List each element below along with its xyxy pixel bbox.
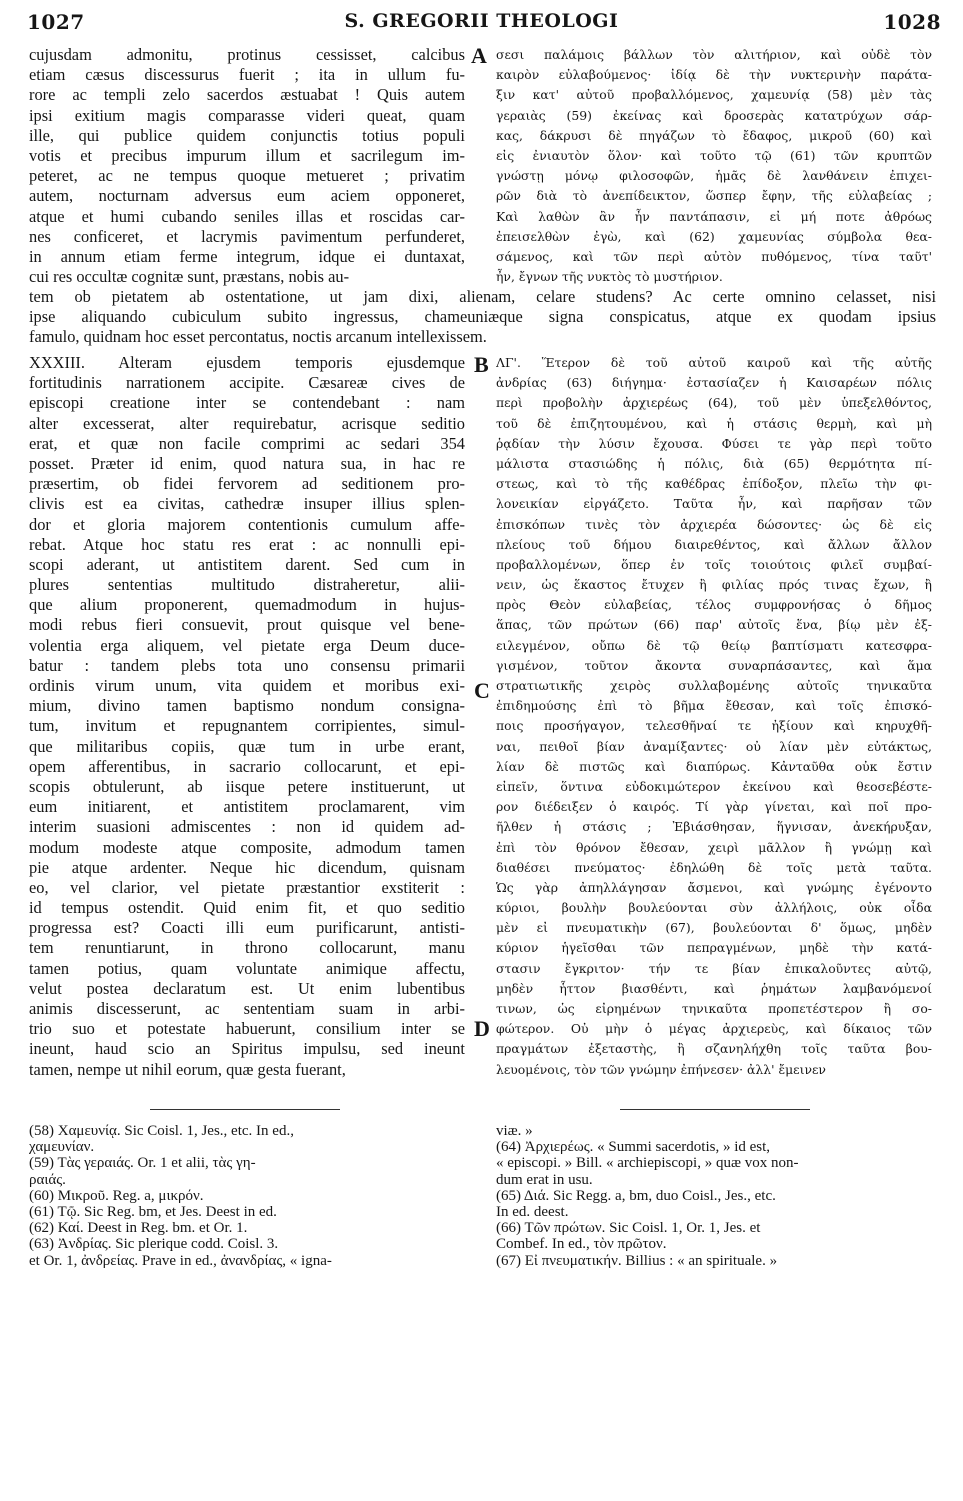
text-line: scopi aderant, ut antistitem darent. Sed cum in <box>29 554 465 574</box>
text-line: volentia erga aliquem, vel pietate erga Deum duce- <box>29 635 465 655</box>
text-line: τοῦ δὲ ἐπιζητουμένου, καὶ ἡ στάσις θερμὴ, καὶ μὴ <box>496 415 932 431</box>
text-line: pie atque ardenter. Neque hic dicendum, quisnam <box>29 857 465 877</box>
text-line: Combef. In ed., τὸν πρῶτον. <box>496 1236 667 1253</box>
latin-column-top <box>29 45 465 287</box>
text-line: dor et gloria majorem contentionis cumulum affe- <box>29 514 465 534</box>
page-number-right: 1028 <box>883 10 941 34</box>
text-line: modum modeste atque composite, admodum tamen <box>29 837 465 857</box>
text-line: animis discesserunt, ac sententiam suam in arbi- <box>29 999 465 1018</box>
text-line: εἰς ἐνιαυτὸν ὅλον· καὶ τοῦτο τῷ (61) τῶν κρυπτῶν <box>496 147 932 163</box>
text-line: (58) Χαμευνίᾳ. Sic Coisl. 1, Jes., etc. In ed., <box>29 1123 294 1139</box>
greek-column-main <box>496 353 932 1080</box>
section-marker-b: B <box>474 352 489 377</box>
text-line: peteret, ac ne tempus quoque metueret ; privatim <box>29 166 465 186</box>
section-marker-a: A <box>471 43 487 68</box>
text-line: eo, vel clarior, vel pietate præstantior exstiterit : <box>29 877 465 897</box>
text-line: trio suo et potestate habuerunt, consilium inter se <box>29 1019 465 1039</box>
text-line: alter excesserat, alter requirebatur, acrisque seditio <box>29 413 465 433</box>
text-line: ἐπιδημούσης ἐπὶ τὸ βῆμα ἔθεσαν, καὶ τοῖς ἐπισκό- <box>496 698 932 714</box>
text-line: μὲν εἰ πνευματικὴν (67), βουλεύονται δ' ὅμως, μηδὲν <box>496 920 932 936</box>
text-line: XXXIII. Alteram ejusdem temporis ejusdemque <box>29 353 465 372</box>
text-line: opem afferentibus, in sacrario collocarunt, et epi- <box>29 756 465 776</box>
text-line: episcopi creatione inter se contendebant : nam <box>29 393 465 413</box>
text-line: ραιάς. <box>29 1171 66 1188</box>
text-line: ille, qui publice quidem conjunctis totius populi <box>29 125 465 145</box>
text-line: σεσι παλάμοις βάλλων τὸν αλιτήριον, καὶ οὐδὲ τὸν <box>496 47 932 62</box>
text-line: νειν, ὡς ἕκαστος ἔτυχεν ἢ φιλίας πρός τινας ἔχων, ἢ <box>496 577 932 593</box>
greek-column-top <box>496 45 932 287</box>
text-line: rore ac templi zelo sacerdos æstuabat ! Quis autem <box>29 85 465 105</box>
text-line: εἰπεῖν, ὅντινα εὐδοκιμώτερον ἐκείνου καὶ θεοσεβέστε- <box>496 778 932 794</box>
text-line: tem ob pietatem ab ostentatione, ut jam dixi, alienam, celare studens? Ac certe omnino celasset, nisi <box>29 287 936 306</box>
page-number-left: 1027 <box>27 10 85 34</box>
text-line: tem renuntiarunt, in throno collocarunt, manu <box>29 938 465 958</box>
text-line: nes conficeret, et lacrymis pavimentum perfunderet, <box>29 226 465 246</box>
text-line: ipse aliquando cubiculum subito ingressus, chameuniæque signa conspicatus, atque ex quodam ipsius <box>29 307 936 327</box>
text-line: id tempus ostendit. Quid enim fit, et quo seditio <box>29 898 465 918</box>
text-line: cui res occultæ cognitæ sunt, præstans, nobis au- <box>29 267 350 287</box>
text-line: ordinis virum unum, vita quidem et moribus exi- <box>29 676 465 695</box>
text-line: famulo, quidnam hoc esset percontatus, noctis arcanum intellexissem. <box>29 327 487 347</box>
text-line: clivis est ea civitas, cathedræ insuper illius splen- <box>29 494 465 514</box>
text-line: ἐπὶ τὸν θρόνον ἔθεσαν, χειρὶ μᾶλλον ἢ γνώμῃ καὶ <box>496 839 932 855</box>
text-line: (65) Διά. Sic Regg. a, bm, duo Coisl., Jes., etc. <box>496 1187 776 1204</box>
text-line: ἐπεισελθὼν ἐγὼ, καὶ (62) χαμευνίας σύμβολα θεα- <box>496 228 932 244</box>
text-line: (60) Μικροῦ. Reg. a, μικρόν. <box>29 1187 204 1204</box>
section-marker-d: D <box>474 1016 490 1041</box>
text-line: ῥᾳδίαν τὴν λύσιν ἔχουσα. Φύσει τε γὰρ περὶ τοῦτο <box>496 435 932 451</box>
text-line: tamen potius, quam voluntate animique affectu, <box>29 958 465 978</box>
text-line: atque et humi cubando seniles illas et roscidas car- <box>29 206 465 226</box>
text-line: ineunt, haud scio an Spiritus impulsu, sed ineunt <box>29 1039 465 1059</box>
text-line: ναι, πειθοῖ βίαν ἀναμίξαντες· οὐ λίαν μὲν εὐτάκτως, <box>496 738 932 754</box>
text-line: Καὶ λαθὼν ἂν ἦν παντάπασιν, εἰ μή ποτε ἀθρόως <box>496 208 932 224</box>
text-line: Ὡς γὰρ ἀπηλλάγησαν ἄσμενοι, καὶ γνώμης ἐγένοντο <box>496 879 932 895</box>
text-line: ἦν, ἔγνων τῆς νυκτὸς τὸ μυστήριον. <box>496 269 723 285</box>
text-line: λευομένοις, τὸν τῶν γνώμην ἐπήνεσεν· ἀλλ' ἔμεινεν <box>496 1061 826 1077</box>
text-line: progressa est? Coacti illi eum purificarunt, antisti- <box>29 918 465 938</box>
text-line: interim suasioni admiscentes : non id quidem ad- <box>29 817 465 837</box>
latin-full-width-text <box>29 287 936 348</box>
text-line: ειλεγμένον, οὔπω δὲ τῷ θείῳ βαπτίσματι κατεσφρα- <box>496 637 932 653</box>
text-line: λίαν δὲ πιστῶς καὶ διαπύρως. Κἀνταῦθα οὐκ ἔστιν <box>496 758 932 774</box>
text-line: viæ. » <box>496 1123 533 1139</box>
text-line: ρον διέδειξεν ὁ καιρός. Τί γὰρ γίνεται, καὶ ποῖ προ- <box>496 799 932 815</box>
text-line: (64) Ἀρχιερέως. « Summi sacerdotis, » id est, <box>496 1139 771 1156</box>
text-line: velut postea declaratum est. Ut enim lubentibus <box>29 978 465 998</box>
text-line: κύριον ἡγεῖσθαι τῶν πεπραγμένων, μηδὲ τὴν κατά- <box>496 940 932 956</box>
text-line: in annum etiam ferme integrum, idque ei duntaxat, <box>29 246 465 266</box>
text-line: cujusdam admonitu, protinus cessisset, calcibus <box>29 45 465 64</box>
text-line: ποις προσήγαγον, τελεσθῆναί τε ἠξίουν καὶ κηρυχθῆ- <box>496 718 932 734</box>
text-line: (63) Ἀνδρίας. Sic plerique codd. Coisl. 3. <box>29 1236 279 1253</box>
text-line: πλείους τοῦ δήμου διαιρεθέντος, καὶ ἄλλων ἄλλον <box>496 536 932 552</box>
text-line: προβαλλομένων, ὅπερ ἐν τοῖς τοιούτοις φιλεῖ συμβαί- <box>496 556 932 572</box>
text-line: (62) Καί. Deest in Reg. bm. et Or. 1. <box>29 1220 248 1237</box>
text-line: ξιν κατ' αὐτοῦ προβαλλόμενος, χαμευνίᾳ (58) μὲν τὰς <box>496 87 932 103</box>
text-line: στρατιωτικῆς χειρὸς συλλαβομένης αὐτοῖς τηνικαῦτα <box>496 678 932 693</box>
text-line: πρὸς Θεὸν εὐλαβείας, τέλος συμφρονήσας ὁ δῆμος <box>496 597 932 613</box>
running-title: S. GREGORII THEOLOGI <box>344 10 619 32</box>
text-line: ἅπας, τῶν πρώτων (66) παρ' αὐτοῖς ἕνα, βίῳ μὲν ἐξ- <box>496 617 932 633</box>
text-line: καιρὸν εὐλαβούμενος· ἰδίᾳ δὲ τὴν νυκτερινὴν παράτα- <box>496 67 932 83</box>
latin-column-main <box>29 353 465 1080</box>
text-line: σάμενος, καὶ τῶν περὶ αὐτὸν πυθόμενος, τίνα ταῦτ' <box>496 248 932 264</box>
text-line: διαθέσει πνεύματος· ἐδηλώθη δὲ τοῖς μετὰ ταῦτα. <box>496 859 932 875</box>
text-line: tum, invitum et repugnantem corripientes, simul- <box>29 716 465 736</box>
text-line: rebat. Atque hoc statu res erat : ac nonnulli epi- <box>29 534 465 554</box>
text-line: κύριοι, βουλὴν βουλεύονται σὺν ἀλλήλοις, οὐκ οἶδα <box>496 900 932 916</box>
footnote-divider-right <box>620 1109 810 1110</box>
text-line: ἐπισκόπων τινὲς τὸν ἀρχιερέα δώσοντες· ὡς δὲ εἰς <box>496 516 932 532</box>
text-line: γνώστῃ μόνῳ φιλοσοφῶν, ἡμᾶς δὲ λανθάνειν ἐπιχει- <box>496 168 932 184</box>
text-line: περὶ προβολὴν ἀρχιερέως (64), τοῦ μὲν ὑπεξελθόντος, <box>496 395 932 411</box>
text-line: (59) Τὰς γεραιάς. Or. 1 et alii, τὰς γη- <box>29 1155 256 1172</box>
text-line: et Or. 1, ἀνδρείας. Prave in ed., ἀνανδρίας, « igna- <box>29 1252 332 1269</box>
text-line: plures sententias multitudo distraheretur, alii- <box>29 575 465 595</box>
text-line: (61) Τῷ. Sic Reg. bm, et Jes. Deest in ed. <box>29 1203 277 1220</box>
text-line: μάλιστα στασιώδης ἡ πόλις, διὰ (65) θερμότητα πί- <box>496 455 932 471</box>
text-line: mium, divino tamen baptismo nondum consigna- <box>29 696 465 716</box>
text-line: ipsi exitium magis comparasse videri queat, quam <box>29 105 465 125</box>
text-line: (67) Εἰ πνευματικήν. Billius : « an spirituale. » <box>496 1252 778 1269</box>
text-line: χαμευνίαν. <box>29 1139 95 1156</box>
footnote-divider-left <box>150 1109 340 1110</box>
text-line: eum initiarent, et antistitem proclamarent, vim <box>29 797 465 817</box>
text-line: (66) Τῶν πρώτων. Sic Coisl. 1, Or. 1, Jes. et <box>496 1220 761 1237</box>
text-line: autem, nocturnam adversus eum aciem opponeret, <box>29 186 465 206</box>
text-line: γεραιὰς (59) ἐκείνας καὶ δροσερὰς κατατρύχων σάρ- <box>496 107 932 123</box>
text-line: fortitudinis narrationem accipite. Cæsareæ cives de <box>29 373 465 393</box>
footnotes-left <box>29 1123 465 1269</box>
text-line: φώτερον. Οὐ μὴν ὁ μέγας ἀρχιερεὺς, καὶ δίκαιος τῶν <box>496 1021 932 1037</box>
text-line: « episcopi. » Bill. « archiepiscopi, » quæ vox non- <box>496 1155 799 1172</box>
text-line: erat, et quæ non facile comprimi ac sedari 354 <box>29 433 465 453</box>
text-line: scopis obtulerunt, ab iisque petere instituerunt, ut <box>29 776 465 796</box>
text-line: στασιν ἔγκριτον· τήν τε βίαν ἐπικαλοῦντες αὐτῷ, <box>496 960 932 976</box>
text-line: στεως, καὶ τὸ τῆς καθέδρας ἐπίδοξον, πλεῖω τὴν φι- <box>496 476 932 492</box>
text-line: tamen, nempe ut nihil eorum, quæ gesta fuerant, <box>29 1059 346 1079</box>
footnotes-right <box>496 1123 932 1269</box>
section-marker-c: C <box>474 678 490 703</box>
text-line: que alium proponerent, quemadmodum in hujus- <box>29 595 465 615</box>
text-line: ἀνδρίας (63) διήγημα· ἐστασίαζεν ἡ Καισαρέων πόλις <box>496 375 932 391</box>
text-line: que militaribus copiis, quæ tum in urbe erant, <box>29 736 465 756</box>
text-line: πραγμάτων ἐξεταστὴς, ἢ σζανηλήχθη τοῖς ταῦτα βου- <box>496 1041 932 1057</box>
text-line: τινων, ὡς εἰρημένων τηνικαῦτα προπετέστερον ἢ σο- <box>496 1001 932 1016</box>
text-line: etiam cæsus discessurus fuerit ; ita in ullum fu- <box>29 65 465 85</box>
text-line: λονεικίαν εἰργάζετο. Ταῦτα ἦν, καὶ παρῆσαν τῶν <box>496 496 932 512</box>
text-line: modi rebus fieri consuevit, prout quisque vel bene- <box>29 615 465 635</box>
text-line: posset. Præter id enim, quod natura sua, in hac re <box>29 453 465 473</box>
text-line: ΛΓ'. Ἕτερον δὲ τοῦ αὐτοῦ καιροῦ καὶ τῆς αὐτῆς <box>496 355 932 370</box>
text-line: κας, δάκρυσι δὲ πηγάζων τὸ ἔδαφος, μικροῦ (60) καὶ <box>496 127 932 143</box>
text-line: γισμένον, τοῦτον ἄκοντα συναρπάσαντες, καὶ ἅμα <box>496 657 932 673</box>
text-line: μηδὲν ἧττον βιασθέντι, καὶ ῥημάτων λαμβανόμενοί <box>496 980 932 996</box>
text-line: ῆλθεν ἡ στάσις ; Ἐβιάσθησαν, ἥγνισαν, ἀνεκήρυξαν, <box>496 819 932 835</box>
text-line: votis et precibus impurum illum et sacrilegum im- <box>29 145 465 165</box>
text-line: dum erat in usu. <box>496 1171 593 1188</box>
text-line: batur : tandem plebs tota uno consensu primarii <box>29 655 465 675</box>
text-line: In ed. deest. <box>496 1203 569 1220</box>
text-line: præsertim, ob fidei fervorem ad seditionem pro- <box>29 474 465 494</box>
text-line: ρῶν διὰ τὸ ἀνεπίδεικτον, ὥσπερ ἔφην, τῆς εὐλαβείας ; <box>496 188 932 204</box>
